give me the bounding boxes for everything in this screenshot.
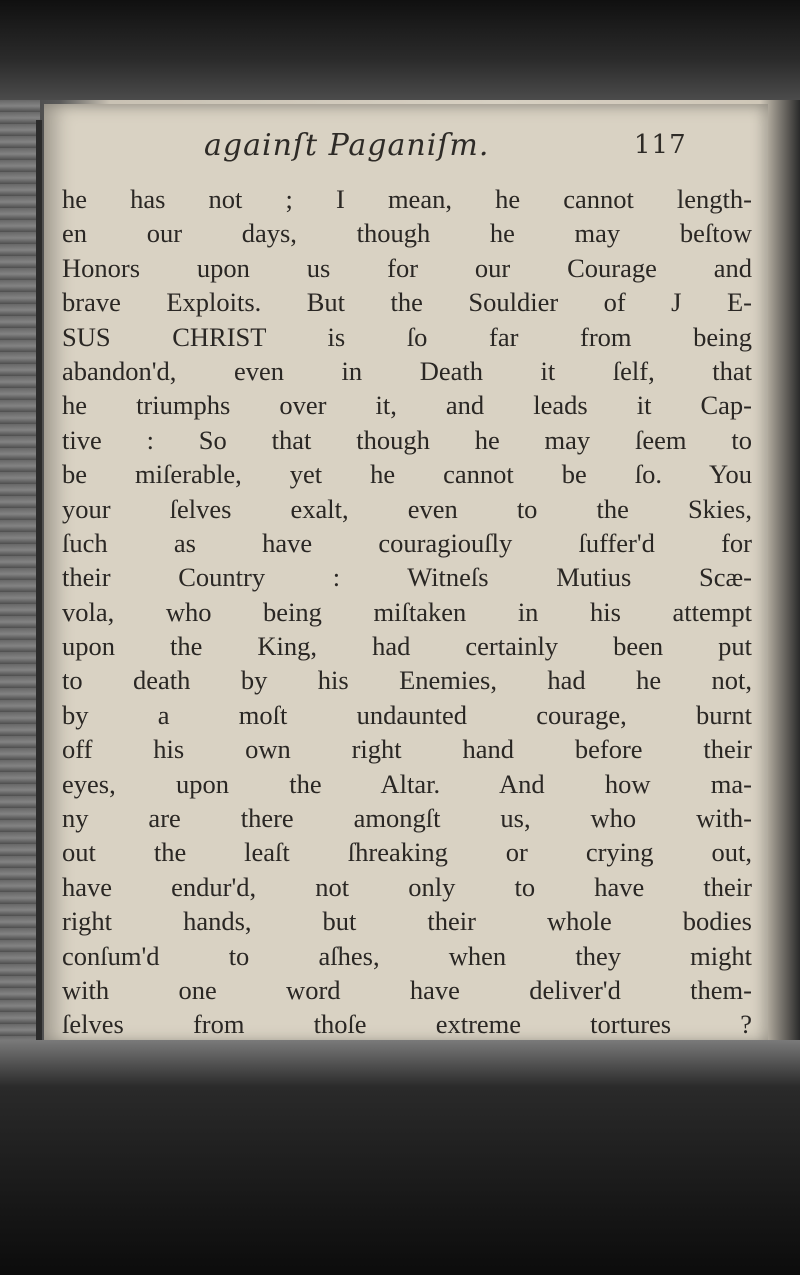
text-line: SUS CHRIST is ſo far from being [62,321,752,352]
text-line: off his own right hand before their [62,734,752,765]
text-line: brave Exploits. But the Souldier of J E- [62,287,752,318]
text-line: their Country : Witneſs Mutius Scæ- [62,562,752,593]
text-line: conſum'd to aſhes, when they might [62,940,752,971]
text-line: your ſelves exalt, even to the Skies, [62,493,752,524]
text-line: en our days, though he may beſtow [62,218,752,249]
page-number: 117 [634,130,687,160]
body-text [62,182,752,1145]
top-shadow [0,0,800,100]
text-line: out the leaſt ſhreaking or crying out, [62,837,752,868]
page-edges [0,100,40,1050]
text-line: eyes, upon the Altar. And how ma- [62,768,752,799]
text-line: have endur'd, not only to have their [62,871,752,902]
text-line: by a moſt undaunted courage, burnt [62,699,752,730]
text-line: be miſerable, yet he cannot be ſo. You [62,459,752,490]
text-line: ny are there amongſt us, who with- [62,803,752,834]
text-line: to death by his Enemies, had he not, [62,665,752,696]
running-head: againſt Paganiſm. [204,128,490,163]
text-line: he has not ; I mean, he cannot length- [62,184,752,214]
printed-page [44,104,768,1044]
text-line: ſuch as have couragiouſly ſuffer'd for [62,527,752,558]
text-line: vola, who being miſtaken in his attempt [62,596,752,627]
bottom-shadow [0,1040,800,1275]
page-header [44,128,768,174]
text-line: upon the King, had certainly been put [62,631,752,662]
text-line: tive : So that though he may ſeem to [62,424,752,455]
text-line: right hands, but their whole bodies [62,906,752,937]
text-line: abandon'd, even in Death it ſelf, that [62,355,752,386]
text-line: ſelves from thoſe extreme tortures ? [62,1009,752,1040]
book-gutter [36,120,42,1050]
text-line: he triumphs over it, and leads it Cap- [62,390,752,421]
text-line: with one word have deliver'd them- [62,974,752,1005]
text-line: Honors upon us for our Courage and [62,252,752,283]
